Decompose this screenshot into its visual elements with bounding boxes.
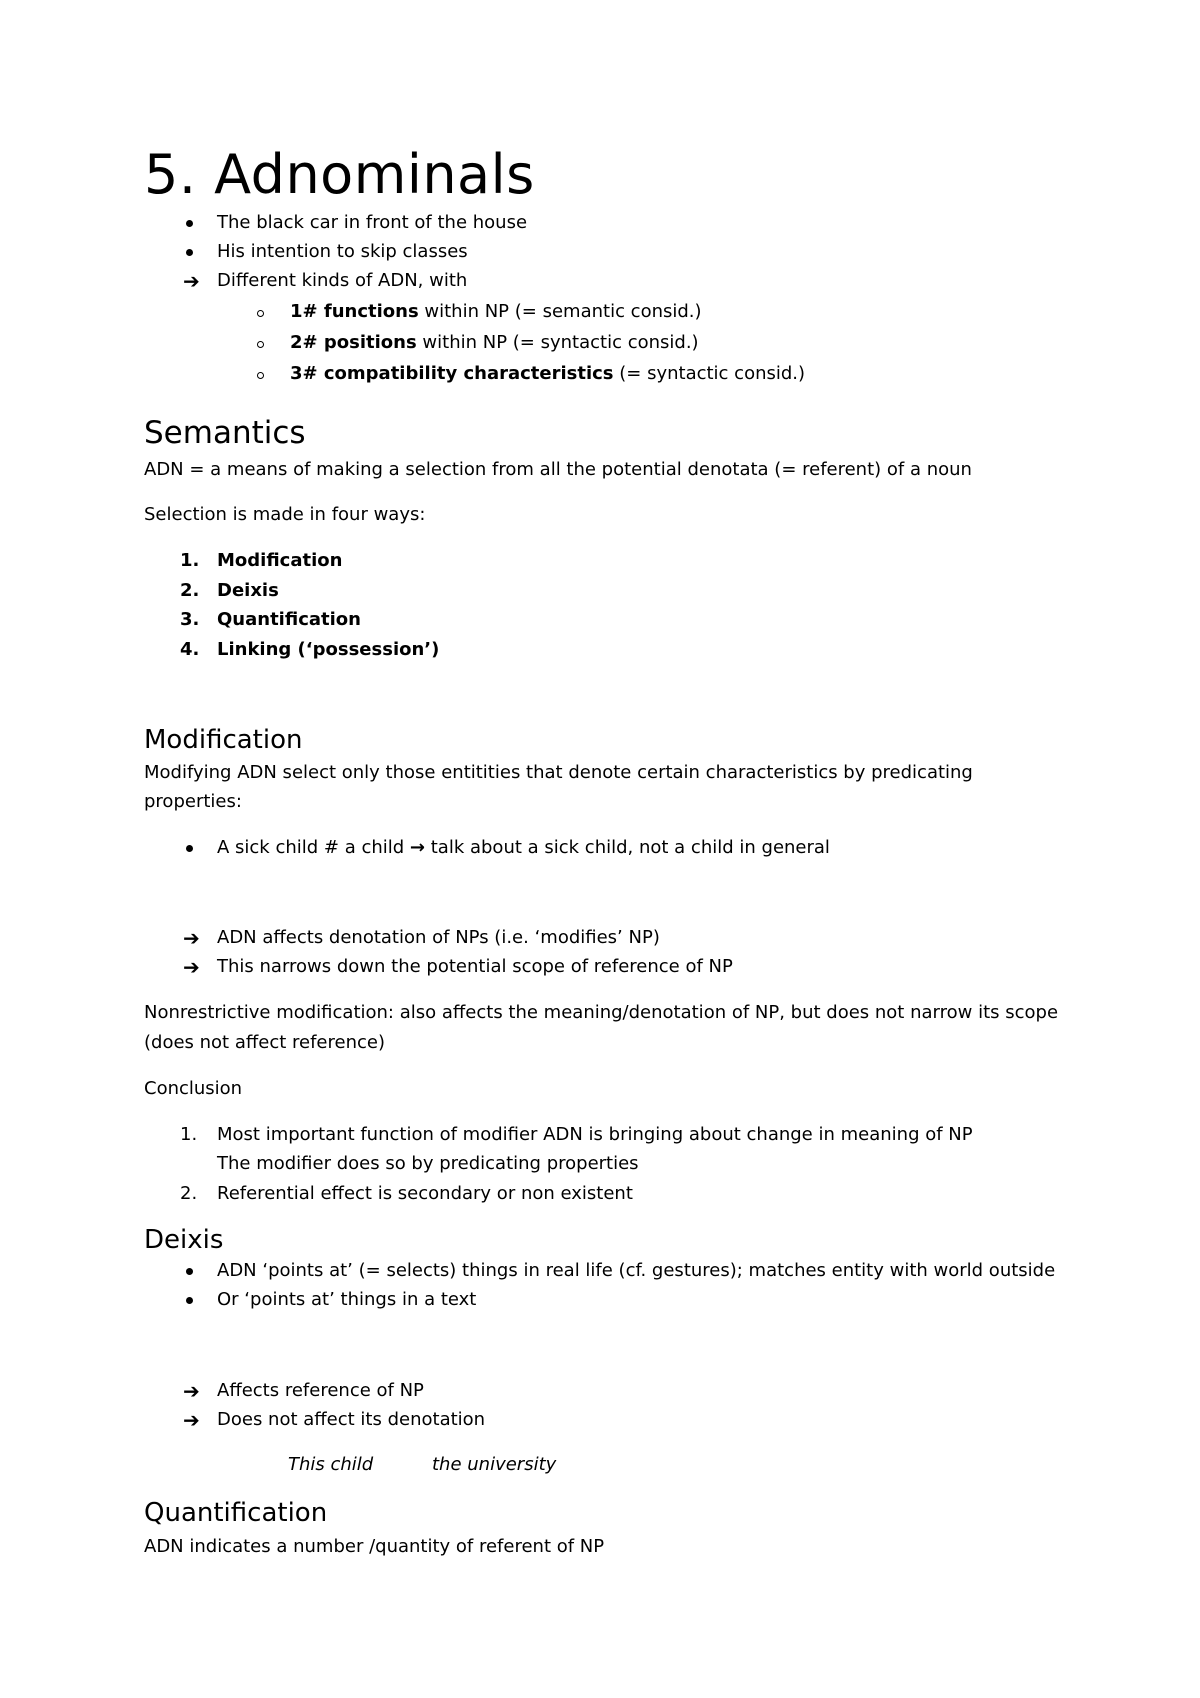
- right-arrow-icon: →: [409, 837, 426, 858]
- example-right: talk about a sick child, not a child in general: [425, 837, 830, 858]
- subitem-bold: 2# positions: [290, 332, 417, 353]
- conclusion-1-line2: The modifier does so by predicating properties: [217, 1153, 639, 1174]
- conclusion-label: Conclusion: [144, 1078, 243, 1099]
- way-linking: Linking (‘possession’): [217, 639, 440, 660]
- arrow-icon: ➔: [183, 1408, 200, 1432]
- bullet-dot: [186, 1268, 193, 1275]
- modification-arrow-2: This narrows down the potential scope of reference of NP: [217, 956, 733, 977]
- page-title: 5. Adnominals: [144, 143, 535, 206]
- semantics-definition: ADN = a means of making a selection from all the potential denotata (= referent) of a noun: [144, 459, 972, 480]
- way-quantification: Quantification: [217, 609, 361, 630]
- deixis-example-2: the university: [432, 1454, 557, 1475]
- intro-bullet-2: His intention to skip classes: [217, 241, 468, 262]
- bullet-dot: [186, 845, 193, 852]
- intro-subitem-3: [290, 365, 805, 383]
- way-deixis: Deixis: [217, 580, 279, 601]
- intro-subitem-1: [290, 303, 702, 321]
- list-number: 1.: [180, 550, 200, 571]
- quantification-heading: Quantification: [144, 1498, 328, 1528]
- intro-arrow-item: Different kinds of ADN, with: [217, 270, 468, 291]
- list-number: 2.: [180, 580, 200, 601]
- modification-example: [217, 839, 830, 857]
- bullet-dot: [186, 249, 193, 256]
- subitem-rest: within NP (= syntactic consid.): [416, 332, 699, 353]
- list-number: 1.: [180, 1124, 198, 1145]
- nonrestrictive-line1: Nonrestrictive modification: also affects the meaning/denotation of NP, but does not narrow its scope: [144, 1002, 1059, 1023]
- conclusion-1-line1: Most important function of modifier ADN is bringing about change in meaning of NP: [217, 1124, 973, 1145]
- quantification-description: ADN indicates a number /quantity of referent of NP: [144, 1536, 605, 1557]
- intro-subitem-2: [290, 334, 699, 352]
- list-number: 3.: [180, 609, 200, 630]
- sub-bullet-circle: [257, 372, 264, 379]
- list-number: 4.: [180, 639, 200, 660]
- deixis-arrow-1: Affects reference of NP: [217, 1380, 424, 1401]
- list-number: 2.: [180, 1183, 198, 1204]
- sub-bullet-circle: [257, 341, 264, 348]
- sub-bullet-circle: [257, 310, 264, 317]
- modification-description-line2: properties:: [144, 791, 242, 812]
- modification-heading: Modification: [144, 725, 303, 755]
- bullet-dot: [186, 1297, 193, 1304]
- deixis-arrow-2: Does not affect its denotation: [217, 1409, 486, 1430]
- deixis-bullet-2: Or ‘points at’ things in a text: [217, 1289, 477, 1310]
- arrow-icon: ➔: [183, 926, 200, 950]
- intro-bullet-1: The black car in front of the house: [217, 212, 528, 233]
- modification-description-line1: Modifying ADN select only those entitities that denote certain characteristics by predicating: [144, 762, 973, 783]
- bullet-dot: [186, 220, 193, 227]
- subitem-bold: 1# functions: [290, 301, 419, 322]
- arrow-icon: ➔: [183, 955, 200, 979]
- deixis-heading: Deixis: [144, 1225, 224, 1255]
- deixis-example-1: This child: [288, 1454, 374, 1475]
- modification-arrow-1: ADN affects denotation of NPs (i.e. ‘modifies’ NP): [217, 927, 660, 948]
- way-modification: Modification: [217, 550, 343, 571]
- deixis-bullet-1: ADN ‘points at’ (= selects) things in real life (cf. gestures); matches entity with world outside: [217, 1260, 1056, 1281]
- selection-intro: Selection is made in four ways:: [144, 504, 426, 525]
- example-left: A sick child # a child: [217, 837, 410, 858]
- arrow-icon: ➔: [183, 1379, 200, 1403]
- semantics-heading: Semantics: [144, 415, 306, 451]
- arrow-icon: ➔: [183, 269, 200, 293]
- subitem-rest: within NP (= semantic consid.): [418, 301, 702, 322]
- subitem-rest: (= syntactic consid.): [613, 363, 806, 384]
- conclusion-2-line1: Referential effect is secondary or non existent: [217, 1183, 633, 1204]
- nonrestrictive-line2: (does not affect reference): [144, 1032, 385, 1053]
- subitem-bold: 3# compatibility characteristics: [290, 363, 614, 384]
